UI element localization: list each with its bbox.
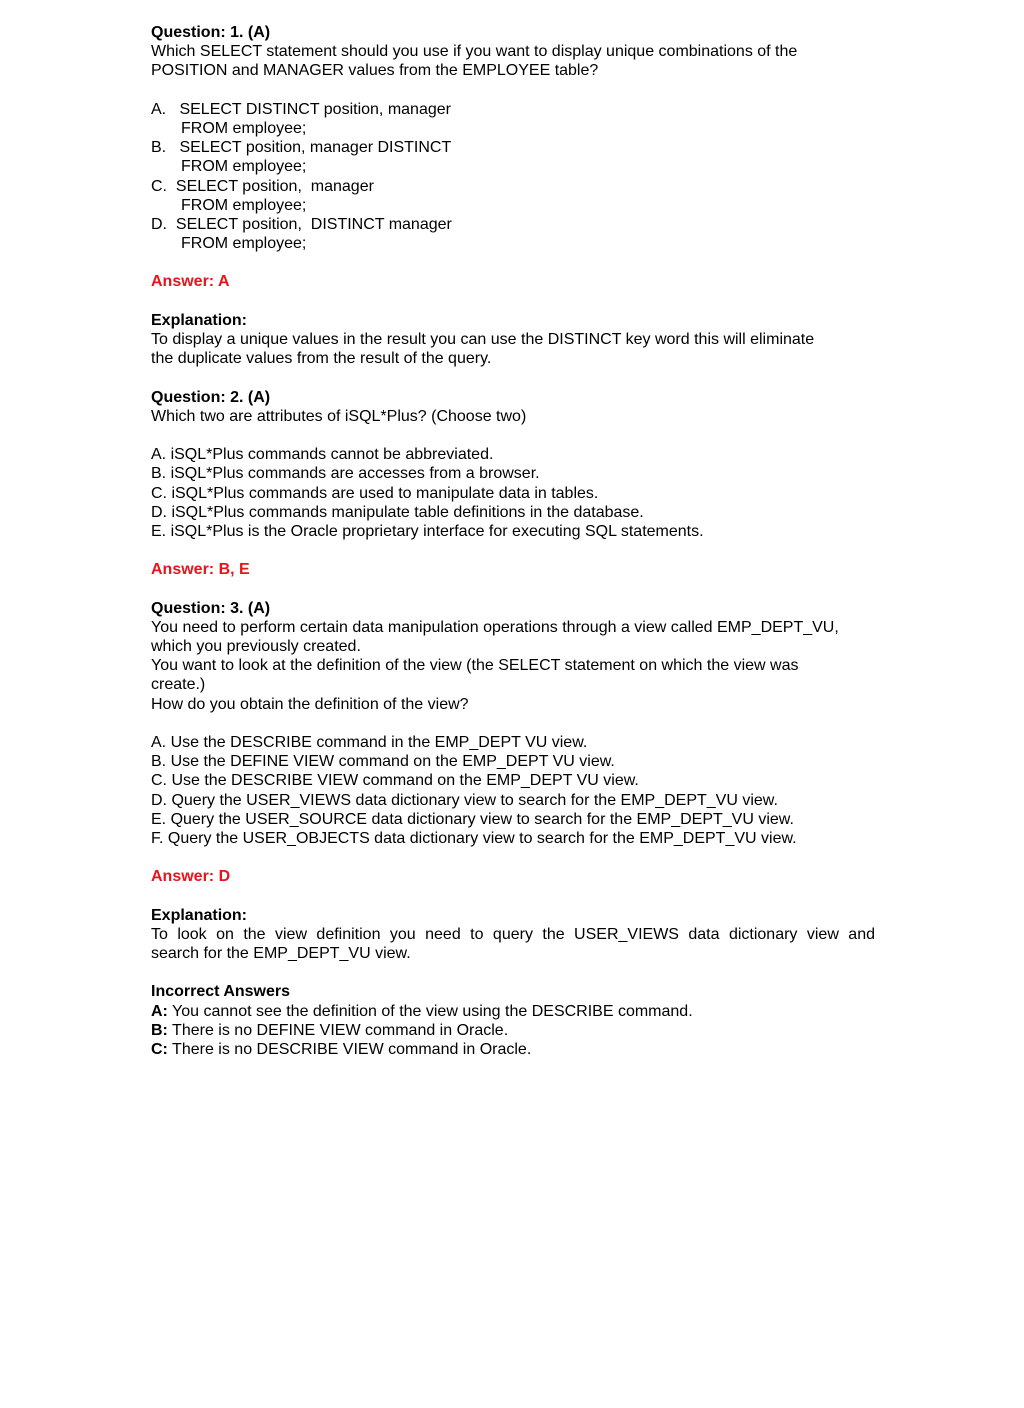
option-line: C. SELECT position, manager xyxy=(151,177,374,195)
spacer xyxy=(151,81,875,100)
spacer xyxy=(151,368,875,387)
option-line: D. SELECT position, DISTINCT manager xyxy=(151,215,452,233)
spacer xyxy=(151,714,875,733)
spacer xyxy=(151,963,875,982)
option-line: FROM employee; xyxy=(181,196,307,214)
option-line: F. Query the USER_OBJECTS data dictionary view to search for the EMP_DEPT_VU view. xyxy=(151,829,797,847)
answer-label: Answer: B, E xyxy=(151,561,250,579)
question-text: How do you obtain the definition of the view? xyxy=(151,695,469,713)
option-line: FROM employee; xyxy=(181,235,307,253)
explanation-heading: Explanation: xyxy=(151,906,248,924)
spacer xyxy=(151,426,875,445)
question-text: Which two are attributes of iSQL*Plus? (Choose two) xyxy=(151,407,527,425)
incorrect-answer-item xyxy=(151,1040,875,1059)
explanation-text: To look on the view definition you need to query the USER_VIEWS data dictionary view and xyxy=(151,925,875,943)
option-line: D. iSQL*Plus commands manipulate table definitions in the database. xyxy=(151,503,644,521)
spacer xyxy=(151,541,875,560)
incorrect-answer-item xyxy=(151,1002,875,1021)
option-line: A. SELECT DISTINCT position, manager xyxy=(151,100,451,118)
question-text: You need to perform certain data manipulation operations through a view called EMP_DEPT_VU, xyxy=(151,618,839,636)
question-text: which you previously created. xyxy=(151,638,361,655)
question-heading: Question: 1. (A) xyxy=(151,24,271,41)
spacer xyxy=(151,848,875,867)
spacer xyxy=(151,886,875,905)
question-heading: Question: 3. (A) xyxy=(151,599,271,617)
option-line: B. Use the DEFINE VIEW command on the EMP_DEPT VU view. xyxy=(151,753,615,771)
option-line: E. Query the USER_SOURCE data dictionary view to search for the EMP_DEPT_VU view. xyxy=(151,810,794,828)
question-2 xyxy=(151,388,875,599)
spacer xyxy=(151,253,875,272)
option-line: B. SELECT position, manager DISTINCT xyxy=(151,139,452,157)
question-heading: Question: 2. (A) xyxy=(151,388,271,406)
option-line: C. Use the DESCRIBE VIEW command on the EMP_DEPT VU view. xyxy=(151,772,639,790)
answer-label: Answer: A xyxy=(151,273,230,291)
question-text: You want to look at the definition of the view (the SELECT statement on which the view was xyxy=(151,657,799,675)
incorrect-answer-label: C: xyxy=(151,1040,168,1058)
option-line: E. iSQL*Plus is the Oracle proprietary interface for executing SQL statements. xyxy=(151,522,704,540)
question-text: Which SELECT statement should you use if you want to display unique combinations of the xyxy=(151,43,798,61)
spacer xyxy=(151,579,875,598)
incorrect-answer-label: A: xyxy=(151,1002,168,1020)
option-line: A. Use the DESCRIBE command in the EMP_DEPT VU view. xyxy=(151,733,588,751)
explanation-heading: Explanation: xyxy=(151,311,248,329)
explanation-text: the duplicate values from the result of the query. xyxy=(151,350,492,368)
question-text: POSITION and MANAGER values from the EMPLOYEE table? xyxy=(151,62,599,80)
option-line: A. iSQL*Plus commands cannot be abbreviated. xyxy=(151,446,494,464)
incorrect-answer-text: There is no DEFINE VIEW command in Oracle. xyxy=(167,1021,509,1039)
option-line: B. iSQL*Plus commands are accesses from a browser. xyxy=(151,465,540,483)
incorrect-answer-label: B: xyxy=(151,1021,168,1039)
option-line: D. Query the USER_VIEWS data dictionary view to search for the EMP_DEPT_VU view. xyxy=(151,791,778,809)
spacer xyxy=(151,292,875,311)
question-3 xyxy=(151,599,875,1060)
question-1 xyxy=(151,23,875,388)
incorrect-answers-heading: Incorrect Answers xyxy=(151,983,291,1001)
option-line: FROM employee; xyxy=(181,119,307,137)
question-text: create.) xyxy=(151,676,206,694)
answer-label: Answer: D xyxy=(151,868,231,886)
incorrect-answer-item xyxy=(151,1021,875,1040)
document-page xyxy=(151,23,875,1059)
explanation-text: To display a unique values in the result you can use the DISTINCT key word this will eliminate xyxy=(151,331,815,348)
option-line: FROM employee; xyxy=(181,158,307,176)
explanation-text: search for the EMP_DEPT_VU view. xyxy=(151,945,411,962)
option-line: C. iSQL*Plus commands are used to manipulate data in tables. xyxy=(151,484,599,502)
incorrect-answer-text: There is no DESCRIBE VIEW command in Oracle. xyxy=(167,1040,532,1058)
incorrect-answer-text: You cannot see the definition of the view using the DESCRIBE command. xyxy=(167,1002,693,1020)
